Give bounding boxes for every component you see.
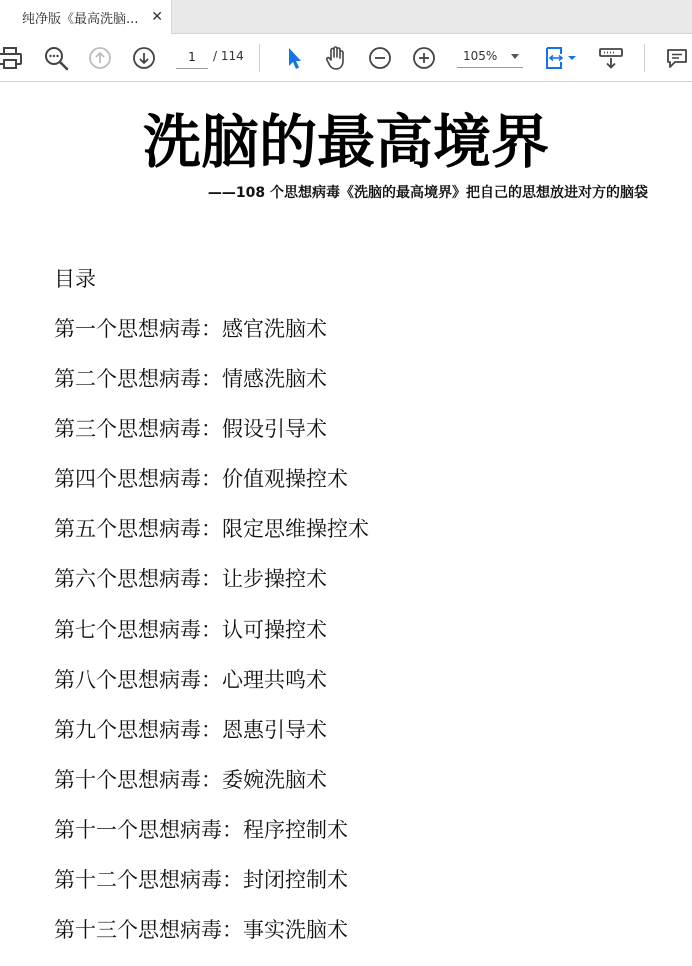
page-number-input[interactable] xyxy=(176,46,208,69)
print-button[interactable] xyxy=(0,44,24,72)
scroll-mode-button[interactable] xyxy=(597,44,625,72)
page-fit-icon xyxy=(543,45,579,71)
tab-title: 纯净版《最高洗脑... xyxy=(22,11,139,27)
toc-item: 第八个思想病毒：心理共鸣术 xyxy=(54,667,327,692)
toc-item: 第三个思想病毒：假设引导术 xyxy=(54,417,327,442)
comment-icon xyxy=(665,46,689,70)
toc-item: 第十个思想病毒：委婉洗脑术 xyxy=(54,767,327,792)
toc-item: 第五个思想病毒：限定思维操控术 xyxy=(54,517,369,542)
toc-item: 第十一个思想病毒：程序控制术 xyxy=(54,817,348,842)
toc-item: 第十二个思想病毒：封闭控制术 xyxy=(54,868,348,893)
toc-list xyxy=(54,315,369,966)
toc-item: 第六个思想病毒：让步操控术 xyxy=(54,567,327,592)
page-total: / 114 xyxy=(213,49,244,63)
toc-item: 第一个思想病毒：感官洗脑术 xyxy=(54,317,327,341)
toc-heading: 目录 xyxy=(54,267,96,291)
zoom-in-icon xyxy=(412,46,436,70)
close-icon[interactable]: ✕ xyxy=(151,9,163,25)
arrow-up-circle-icon xyxy=(88,46,112,70)
scroll-mode-icon xyxy=(598,45,624,71)
cursor-select-icon xyxy=(282,46,304,70)
zoom-in-button[interactable] xyxy=(410,44,438,72)
document-page[interactable] xyxy=(0,82,692,956)
toc-item: 第九个思想病毒：恩惠引导术 xyxy=(54,717,327,742)
hand-pan-icon xyxy=(323,45,349,71)
previous-page-button[interactable] xyxy=(86,44,114,72)
print-icon xyxy=(0,46,23,70)
chevron-down-icon xyxy=(511,54,519,59)
toc-item: 第七个思想病毒：认可操控术 xyxy=(54,617,327,642)
document-subtitle: ——108 个思想病毒《洗脑的最高境界》把自己的思想放进对方的脑袋 xyxy=(207,185,648,201)
select-tool-button[interactable] xyxy=(279,44,307,72)
tab-bar xyxy=(0,0,692,34)
zoom-out-button[interactable] xyxy=(366,44,394,72)
arrow-down-circle-icon xyxy=(132,46,156,70)
zoom-search-icon xyxy=(43,45,69,71)
document-title: 洗脑的最高境界 xyxy=(142,108,549,176)
toolbar-divider xyxy=(259,44,260,72)
find-button[interactable] xyxy=(42,44,70,72)
next-page-button[interactable] xyxy=(130,44,158,72)
hand-tool-button[interactable] xyxy=(322,44,350,72)
toc-item: 第二个思想病毒：情感洗脑术 xyxy=(54,367,327,392)
document-tab[interactable] xyxy=(0,0,172,34)
toolbar xyxy=(0,34,692,82)
zoom-level-select[interactable] xyxy=(457,46,523,68)
zoom-out-icon xyxy=(368,46,392,70)
toolbar-divider xyxy=(644,44,645,72)
zoom-level-value: 105% xyxy=(463,49,498,63)
toc-item: 第十三个思想病毒：事实洗脑术 xyxy=(54,918,348,943)
page-fit-button[interactable] xyxy=(541,44,581,72)
comment-button[interactable] xyxy=(663,44,691,72)
toc-item: 第四个思想病毒：价值观操控术 xyxy=(54,467,348,492)
